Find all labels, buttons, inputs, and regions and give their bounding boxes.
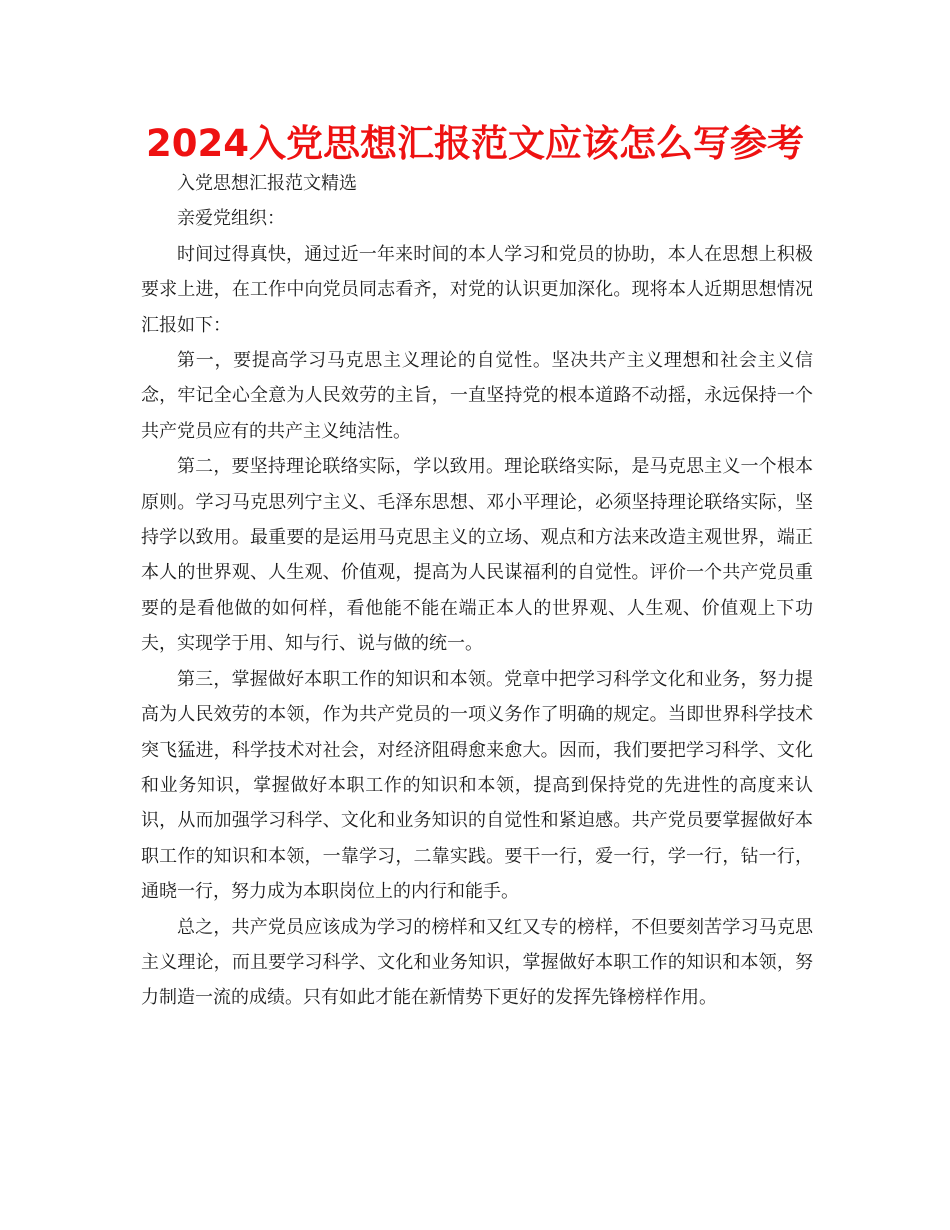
intro-paragraph: 时间过得真快，通过近一年来时间的本人学习和党员的协助，本人在思想上积极要求上进，在工作中向党员同志看齐，对党的认识更加深化。现将本人近期思想情况汇报如下：	[141, 243, 813, 336]
subtitle-paragraph: 入党思想汇报范文精选	[177, 173, 357, 194]
conclusion-paragraph: 总之，共产党员应该成为学习的榜样和又红又专的榜样，不但要刻苦学习马克思主义理论，而且要学习科学、文化和业务知识，掌握做好本职工作的知识和本领，努力制造一流的成绩。只有如此才能在新情势下更好的发挥先锋榜样作用。	[141, 916, 813, 1009]
point-three-paragraph: 第三，掌握做好本职工作的知识和本领。党章中把学习科学文化和业务，努力提高为人民效劳的本领，作为共产党员的一项义务作了明确的规定。当即世界科学技术突飞猛进，科学技术对社会，对经济阻碍愈来愈大。因而，我们要把学习科学、文化和业务知识，掌握做好本职工作的知识和本领，提高到保持党的先进性的高度来认识，从而加强学习科学、文化和业务知识的自觉性和紧迫感。共产党员要掌握做好本职工作的知识和本领，一靠学习，二靠实践。要干一行，爱一行，学一行，钻一行，通晓一行，努力成为本职岗位上的内行和能手。	[141, 668, 813, 903]
document-body	[141, 166, 813, 1016]
document-title: 2024入党思想汇报范文应该怎么写参考	[146, 122, 804, 165]
point-one-paragraph: 第一，要提高学习马克思主义理论的自觉性。坚决共产主义理想和社会主义信念，牢记全心全意为人民效劳的主旨，一直坚持党的根本道路不动摇，永远保持一个共产党员应有的共产主义纯洁性。	[141, 350, 813, 442]
point-two-paragraph: 第二，要坚持理论联络实际，学以致用。理论联络实际，是马克思主义一个根本原则。学习马克思列宁主义、毛泽东思想、邓小平理论，必须坚持理论联络实际，坚持学以致用。最重要的是运用马克思主义的立场、观点和方法来改造主观世界，端正本人的世界观、人生观、价值观，提高为人民谋福利的自觉性。评价一个共产党员重要的是看他做的如何样，看他能不能在端正本人的世界观、人生观、价值观上下功夫，实现学于用、知与行、说与做的统一。	[141, 456, 813, 655]
salutation-paragraph: 亲爱党组织：	[177, 208, 285, 230]
